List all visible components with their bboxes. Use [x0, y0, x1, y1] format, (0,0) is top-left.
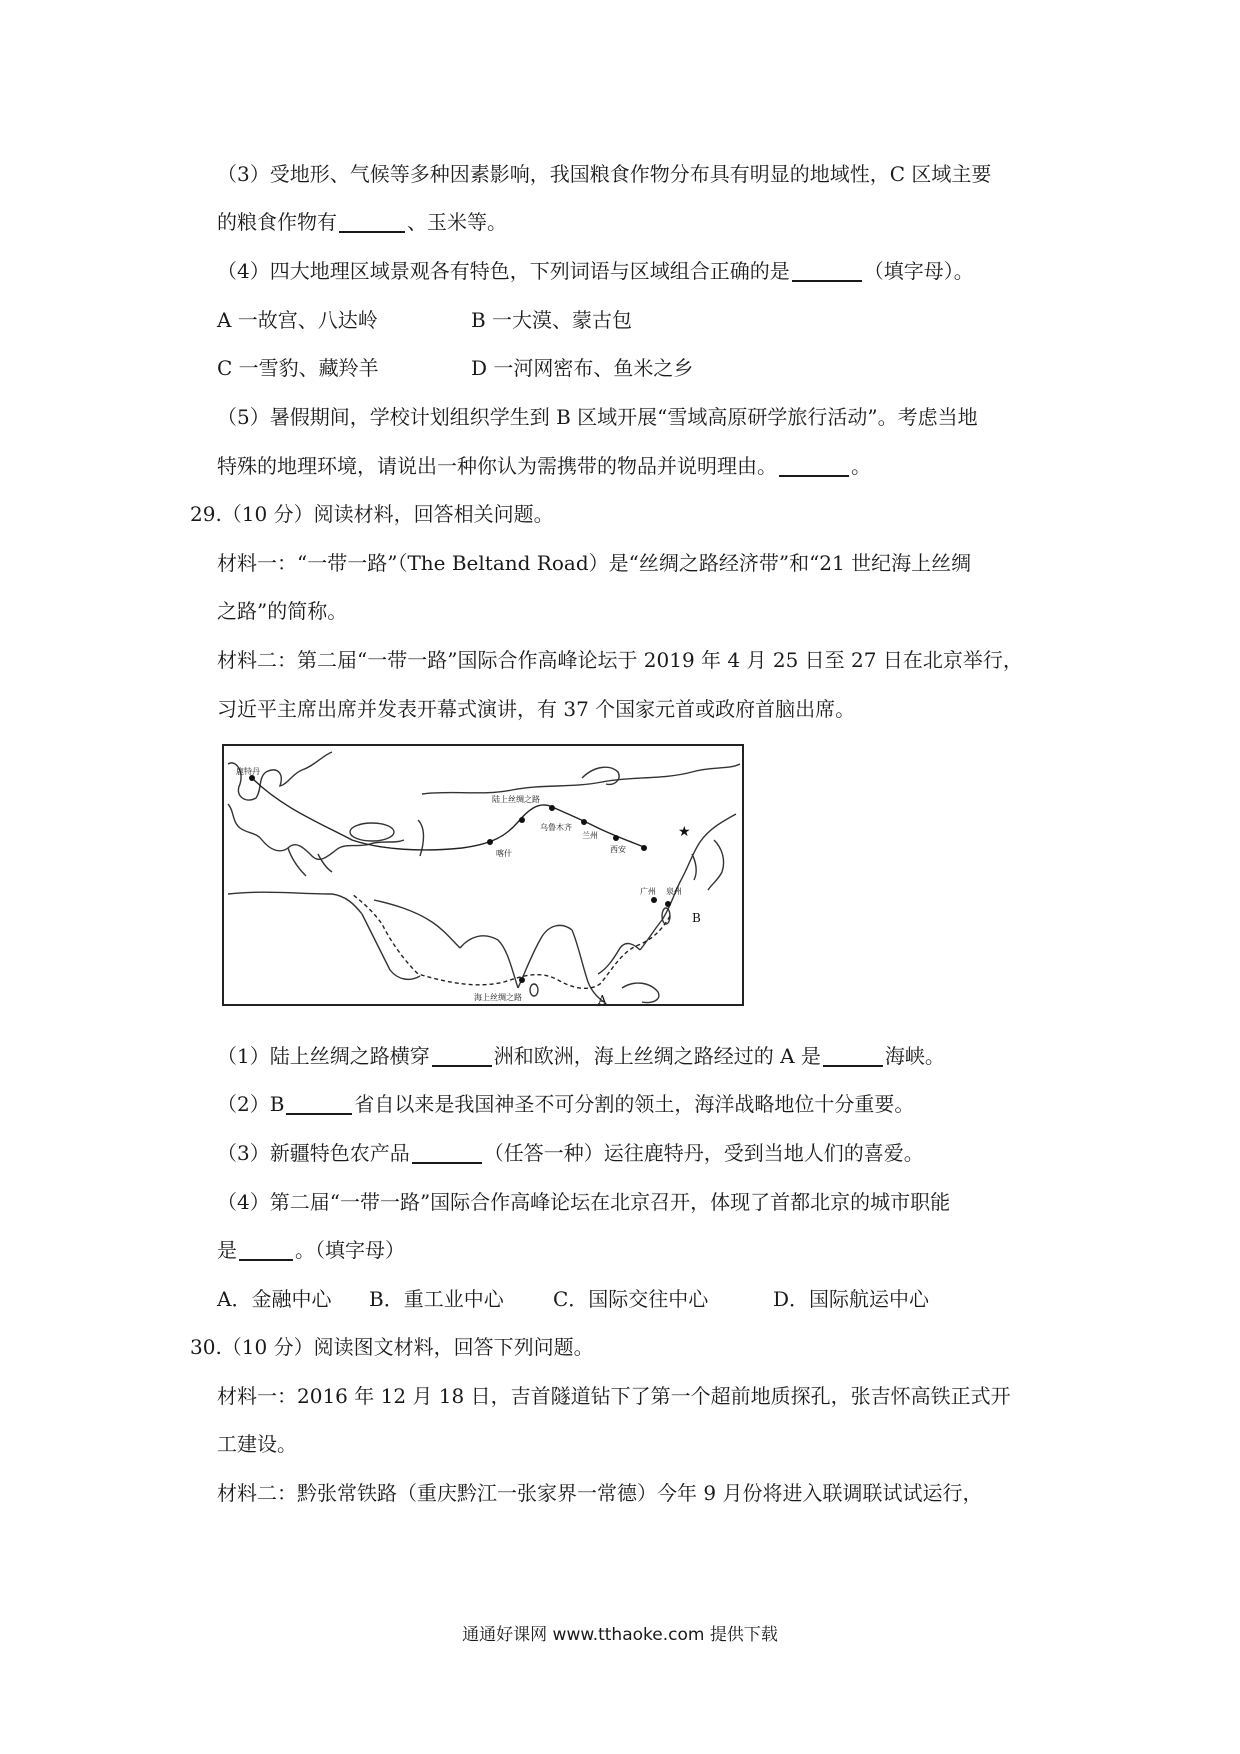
q28-part4-stem	[217, 257, 974, 285]
q28-part5-text-a: 特殊的地理环境，请说出一种你认为需携带的物品并说明理由。	[217, 454, 777, 478]
label-point-a: A	[598, 993, 607, 1006]
q29-material1-line2: 之路”的简称。	[217, 599, 348, 623]
choice-d: D．国际航运中心	[773, 1287, 930, 1311]
q28-part3-text-a: 的粮食作物有	[217, 210, 337, 234]
q28-options-row-2	[217, 354, 693, 382]
choice-c: C．国际交往中心	[553, 1287, 709, 1311]
q29-material1-line1: 材料一：“一带一路”（The Beltand Road）是“丝绸之路经济带”和“21 世纪海上丝绸	[217, 551, 972, 575]
label-sea-route: 海上丝绸之路	[474, 993, 522, 1002]
q29-sub4-text-a: 是	[217, 1238, 237, 1262]
label-guangzhou: 广州	[640, 887, 656, 896]
label-xian: 西安	[610, 845, 626, 854]
q29-material2-line1: 材料二：第二届“一带一路”国际合作高峰论坛于 2019 年 4 月 25 日至 27 日在北京举行，	[217, 648, 1023, 672]
answer-blank[interactable]	[412, 1140, 482, 1164]
choice-b: B．重工业中心	[369, 1287, 504, 1311]
q29-sub1-text-c: 海峡。	[884, 1044, 945, 1068]
label-quanzhou: 泉州	[666, 887, 682, 896]
answer-blank[interactable]	[823, 1043, 883, 1067]
q28-part4-text-b: （填字母）。	[863, 259, 974, 283]
q29-choices	[217, 1285, 929, 1313]
q29-sub3	[217, 1139, 924, 1167]
answer-blank[interactable]	[792, 258, 862, 282]
q28-part3-line1: （3）受地形、气候等多种因素影响，我国粮食作物分布具有明显的地域性，C 区域主要	[217, 162, 992, 186]
label-rotterdam: 鹿特丹	[236, 767, 260, 776]
answer-blank[interactable]	[239, 1237, 293, 1261]
q28-part3-line2	[217, 208, 507, 236]
q29-sub1-text-a: （1）陆上丝绸之路横穿	[217, 1044, 430, 1068]
q29-sub4-text-b: 。（填字母）	[295, 1238, 405, 1262]
q29-sub4-line2	[217, 1236, 405, 1264]
q28-part3-text-b: 、玉米等。	[407, 210, 507, 234]
q29-sub2-text-b: 省自以来是我国神圣不可分割的领土，海洋战略地位十分重要。	[354, 1092, 915, 1116]
answer-blank[interactable]	[779, 453, 849, 477]
q28-part5-text-b: 。	[851, 454, 871, 478]
q30-material1-line1: 材料一：2016 年 12 月 18 日，吉首隧道钻下了第一个超前地质探孔，张吉怀高铁正式开	[217, 1384, 1011, 1408]
choice-a: A．金融中心	[217, 1287, 332, 1311]
label-kashgar: 喀什	[496, 849, 512, 858]
q29-sub1-text-b: 洲和欧洲，海上丝绸之路经过的 A 是	[493, 1044, 821, 1068]
label-lanzhou: 兰州	[582, 831, 598, 840]
option-b: B 一大漠、蒙古包	[471, 308, 633, 332]
option-d: D 一河网密布、鱼米之乡	[471, 356, 694, 380]
q29-sub4-line1: （4）第二届“一带一路”国际合作高峰论坛在北京召开，体现了首都北京的城市职能	[217, 1190, 951, 1214]
q28-options-row-1	[217, 306, 632, 334]
map-frame	[223, 745, 743, 1005]
q28-part5-line1: （5）暑假期间，学校计划组织学生到 B 区域开展“雪域高原研学旅行活动”。考虑当地	[217, 405, 978, 429]
q28-part5-line2	[217, 452, 871, 480]
option-a: A 一故宫、八达岭	[217, 308, 378, 332]
q30-material2-line1: 材料二：黔张常铁路（重庆黔江一张家界一常德）今年 9 月份将进入联调联试试运行，	[217, 1481, 983, 1505]
answer-blank[interactable]	[339, 209, 405, 233]
q28-part4-text-a: （4）四大地理区域景观各有特色，下列词语与区域组合正确的是	[217, 259, 790, 283]
q29-header: 29.（10 分）阅读材料，回答相关问题。	[190, 502, 554, 526]
label-land-route: 陆上丝绸之路	[492, 795, 540, 804]
q30-material1-line2: 工建设。	[217, 1432, 297, 1456]
option-c: C 一雪豹、藏羚羊	[217, 356, 379, 380]
beijing-star-icon: ★	[678, 824, 691, 840]
q29-sub1	[217, 1042, 945, 1070]
label-urumqi: 乌鲁木齐	[540, 823, 572, 832]
q29-sub2	[217, 1090, 914, 1118]
q29-sub2-text-a: （2）B	[217, 1092, 285, 1116]
q29-sub3-text-b: （任答一种）运往鹿特丹，受到当地人们的喜爱。	[483, 1141, 924, 1165]
q30-header: 30.（10 分）阅读图文材料，回答下列问题。	[190, 1335, 594, 1359]
label-point-b: B	[692, 911, 701, 925]
page-footer: 通通好课网 www.tthaoke.com 提供下载	[462, 1625, 778, 1645]
q29-sub3-text-a: （3）新疆特色农产品	[217, 1141, 410, 1165]
q29-material2-line2: 习近平主席出席并发表开幕式演讲，有 37 个国家元首或政府首脑出席。	[217, 697, 856, 721]
silk-road-map	[222, 744, 744, 1006]
answer-blank[interactable]	[286, 1091, 352, 1115]
answer-blank[interactable]	[432, 1043, 492, 1067]
